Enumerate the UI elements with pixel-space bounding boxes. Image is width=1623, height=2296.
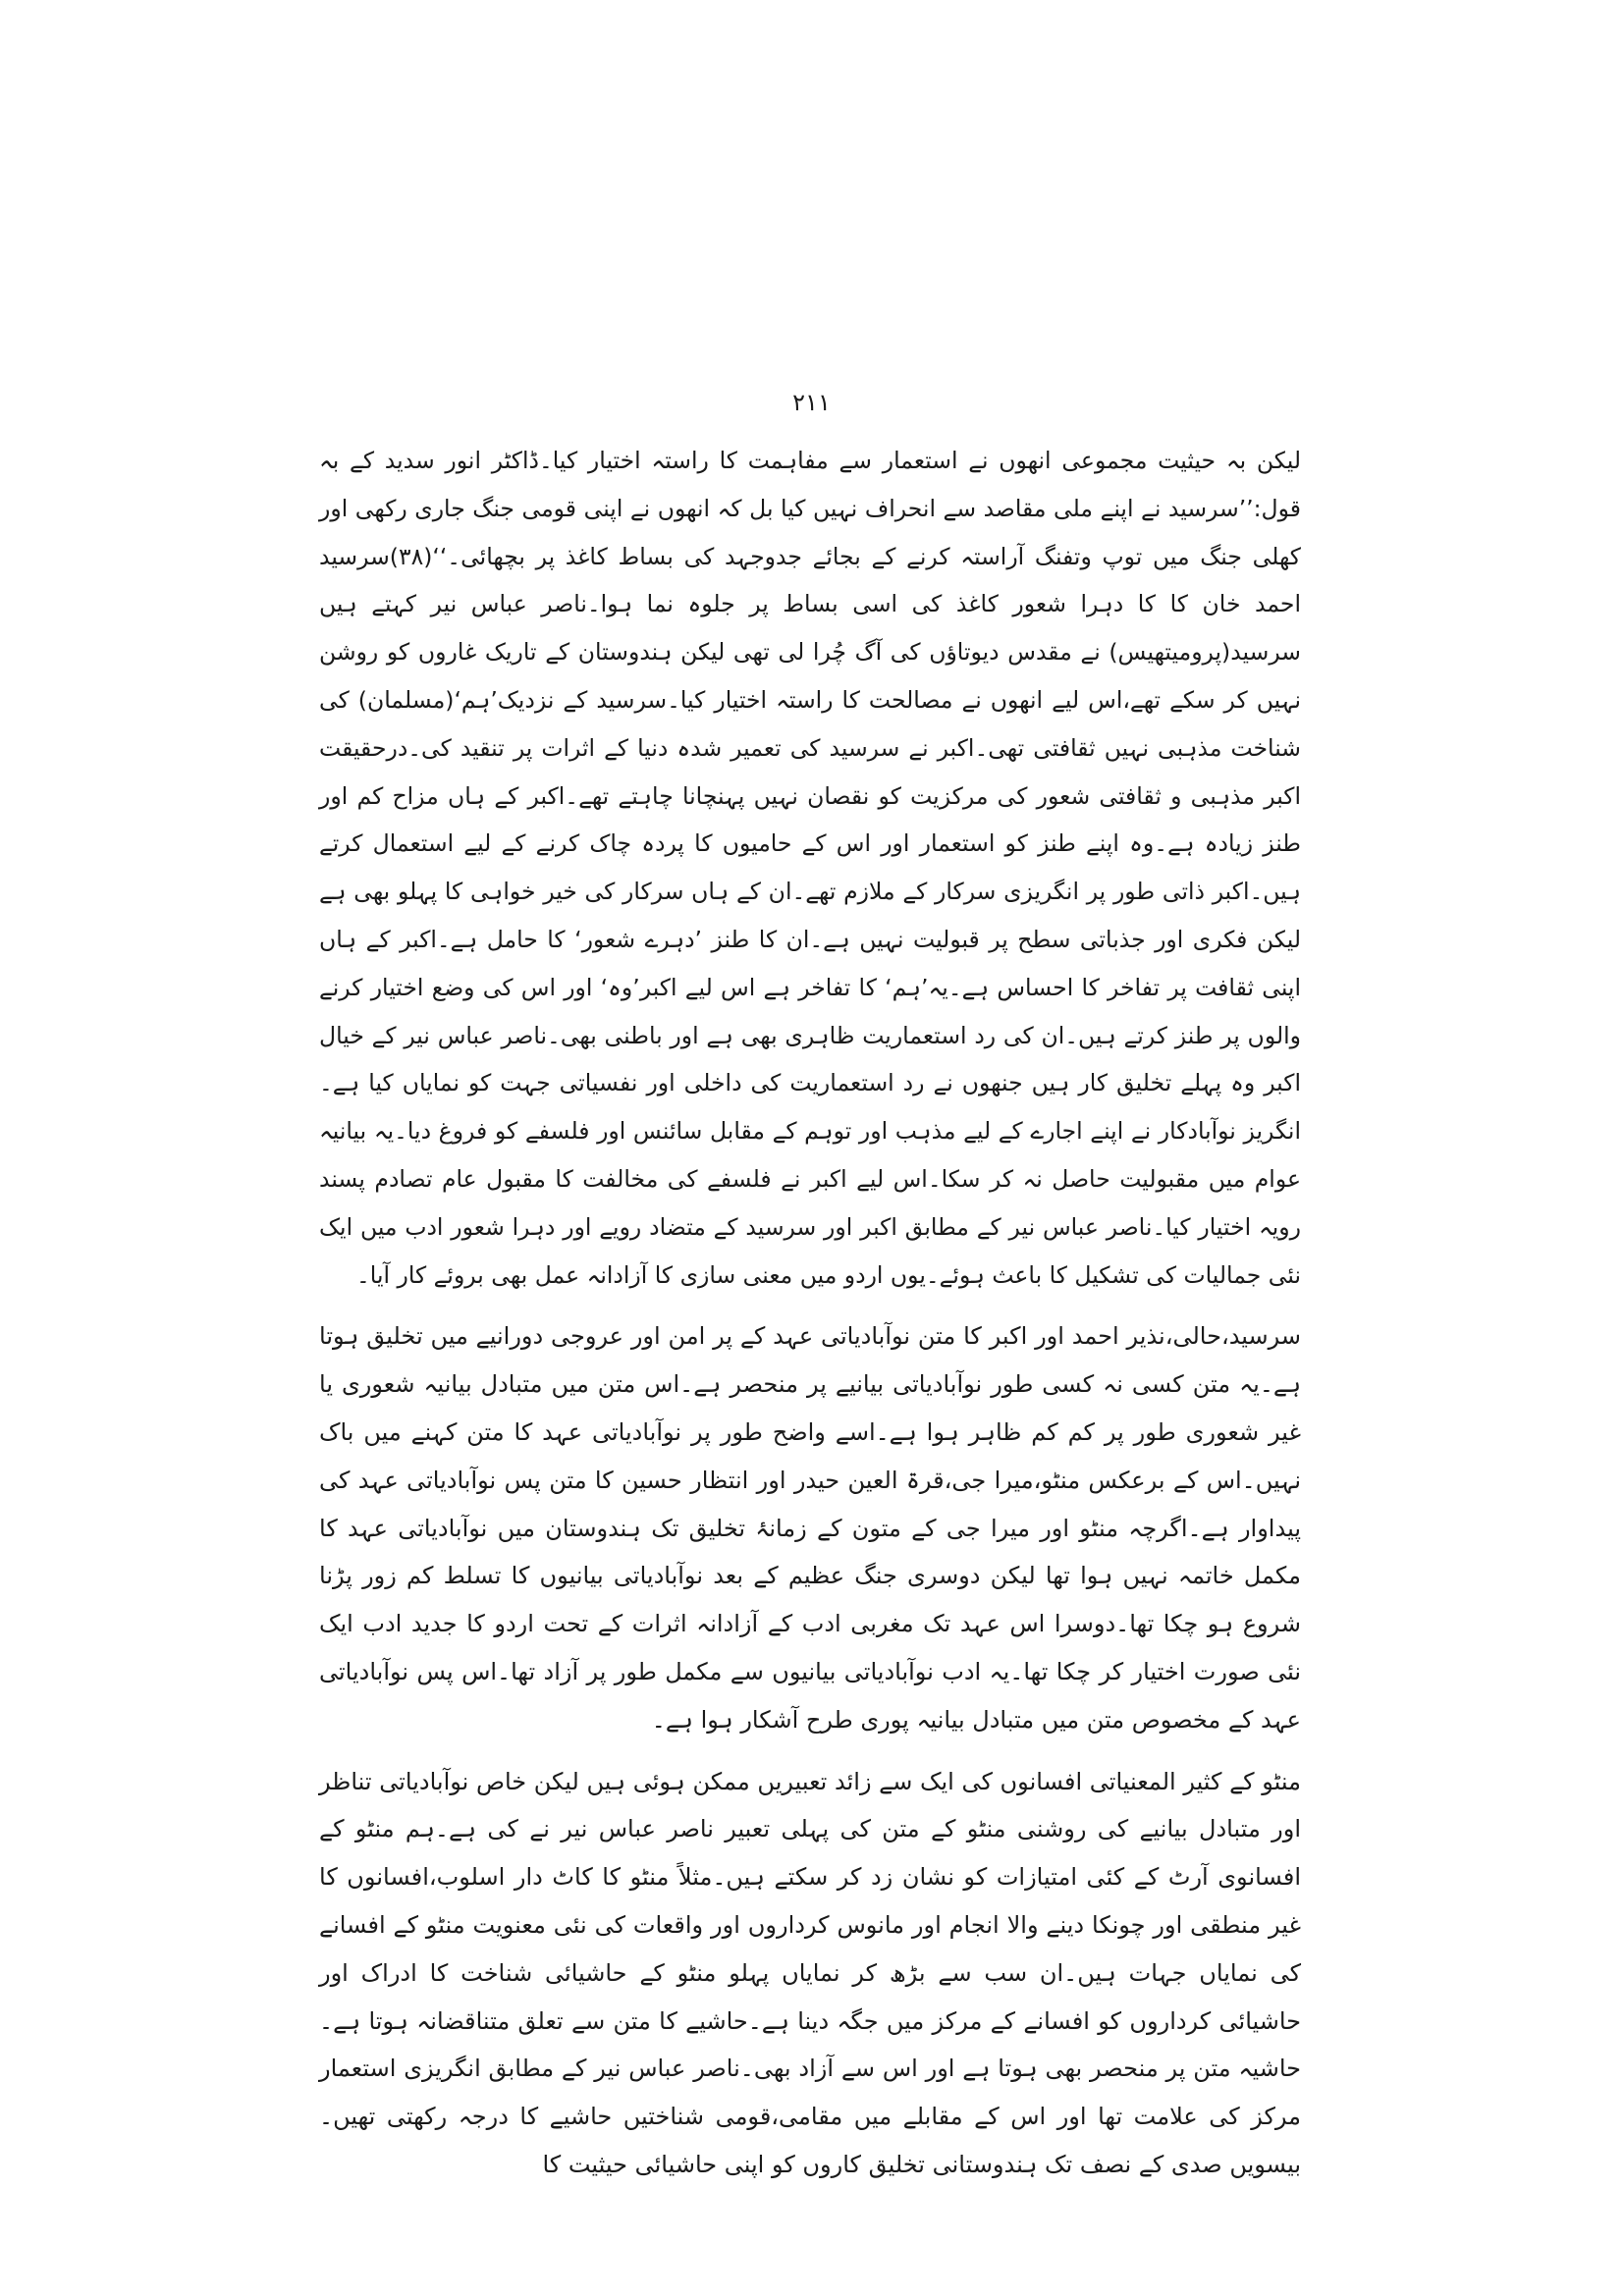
- paragraph: منٹو کے کثیر المعنیاتی افسانوں کی ایک سے زائد تعبیریں ممکن ہوئی ہیں لیکن خاص نوآبادیاتی تناظر اور متبادل بیانیے کی روشنی منٹو کے متن کی پہلی تعبیر ناصر عباس نیر نے کی ہے۔ہم منٹو کے افسانوی آرٹ کے کئی امتیازات کو نشان زد کر سکتے ہیں۔مثلاً منٹو کا کاٹ دار اسلوب،افسانوں کا غیر منطقی اور چونکا دینے والا انجام اور مانوس کرداروں اور واقعات کی نئی معنویت منٹو کے افسانے کی نمایاں جہات ہیں۔ان سب سے بڑھ کر نمایاں پہلو منٹو کے حاشیائی شناخت کا ادراک اور حاشیائی کرداروں کو افسانے کے مرکز میں جگہ دینا ہے۔حاشیے کا متن سے تعلق متناقضانہ ہوتا ہے۔حاشیہ متن پر منحصر بھی ہوتا ہے اور اس سے آزاد بھی۔ناصر عباس نیر کے مطابق انگریزی استعمار مرکز کی علامت تھا اور اس کے مقابلے میں مقامی،قومی شناختیں حاشیے کا درجہ رکھتی تھیں۔بیسویں صدی کے نصف تک ہندوستانی تخلیق کاروں کو اپنی حاشیائی حیثیت کا: [319, 1767, 1301, 2178]
- paragraph: لیکن بہ حیثیت مجموعی انھوں نے استعمار سے مفاہمت کا راستہ اختیار کیا۔ڈاکٹر انور سدید کے بہ قول:’’سرسید نے اپنے ملی مقاصد سے انحراف نہیں کیا بل کہ انھوں نے اپنی قومی جنگ جاری رکھی اور کھلی جنگ میں توپ وتفنگ آراستہ کرنے کے بجائے جدوجہد کی بساط کاغذ پر بچھائی۔‘‘(۳۸)سرسید احمد خان کا کا دہرا شعور کاغذ کی اسی بساط پر جلوہ نما ہوا۔ناصر عباس نیر کہتے ہیں سرسید(پرومیتھیس) نے مقدس دیوتاؤں کی آگ چُرا لی تھی لیکن ہندوستان کے تاریک غاروں کو روشن نہیں کر سکے تھے،اس لیے انھوں نے مصالحت کا راستہ اختیار کیا۔سرسید کے نزدیک’ہم‘(مسلمان) کی شناخت مذہبی نہیں ثقافتی تھی۔اکبر نے سرسید کی تعمیر شدہ دنیا کے اثرات پر تنقید کی۔درحقیقت اکبر مذہبی و ثقافتی شعور کی مرکزیت کو نقصان نہیں پہنچانا چاہتے تھے۔اکبر کے ہاں مزاح کم اور طنز زیادہ ہے۔وہ اپنے طنز کو استعمار اور اس کے حامیوں کا پردہ چاک کرنے کے لیے استعمال کرتے ہیں۔اکبر ذاتی طور پر انگریزی سرکار کے ملازم تھے۔ان کے ہاں سرکار کی خیر خواہی کا پہلو بھی ہے لیکن فکری اور جذباتی سطح پر قبولیت نہیں ہے۔ان کا طنز ’دہرے شعور‘ کا حامل ہے۔اکبر کے ہاں اپنی ثقافت پر تفاخر کا احساس ہے۔یہ’ہم‘ کا تفاخر ہے اس لیے اکبر’وہ‘ اور اس کی وضع اختیار کرنے والوں پر طنز کرتے ہیں۔ان کی رد استعماریت ظاہری بھی ہے اور باطنی بھی۔ناصر عباس نیر کے خیال اکبر وہ پہلے تخلیق کار ہیں جنھوں نے رد استعماریت کی داخلی اور نفسیاتی جہت کو نمایاں کیا ہے۔انگریز نوآبادکار نے اپنے اجارے کے لیے مذہب اور توہم کے مقابل سائنس اور فلسفے کو فروغ دیا۔یہ بیانیہ عوام میں مقبولیت حاصل نہ کر سکا۔اس لیے اکبر نے فلسفے کی مخالفت کا مقبول عام تصادم پسند رویہ اختیار کیا۔ناصر عباس نیر کے مطابق اکبر اور سرسید کے متضاد رویے اور دہرا شعور ادب میں ایک نئی جمالیات کی تشکیل کا باعث ہوئے۔یوں اردو میں معنی سازی کا آزادانہ عمل بھی بروئے کار آیا۔: [319, 447, 1301, 1289]
- paragraph: سرسید،حالی،نذیر احمد اور اکبر کا متن نوآبادیاتی عہد کے پر امن اور عروجی دورانیے میں تخلیق ہوتا ہے۔یہ متن کسی نہ کسی طور نوآبادیاتی بیانیے پر منحصر ہے۔اس متن میں متبادل بیانیہ شعوری یا غیر شعوری طور پر کم کم ظاہر ہوا ہے۔اسے واضح طور پر نوآبادیاتی عہد کا متن کہنے میں باک نہیں۔اس کے برعکس منٹو،میرا جی،قرۃ العین حیدر اور انتظار حسین کا متن پس نوآبادیاتی عہد کی پیداوار ہے۔اگرچہ منٹو اور میرا جی کے متون کے زمانۂ تخلیق تک ہندوستان میں نوآبادیاتی عہد کا مکمل خاتمہ نہیں ہوا تھا لیکن دوسری جنگ عظیم کے بعد نوآبادیاتی بیانیوں کا تسلط کم زور پڑنا شروع ہو چکا تھا۔دوسرا اس عہد تک مغربی ادب کے آزادانہ اثرات کے تحت اردو کا جدید ادب ایک نئی صورت اختیار کر چکا تھا۔یہ ادب نوآبادیاتی بیانیوں سے مکمل طور پر آزاد تھا۔اس پس نوآبادیاتی عہد کے مخصوص متن میں متبادل بیانیہ پوری طرح آشکار ہوا ہے۔: [319, 1322, 1302, 1734]
- page-number: ۲۱۱: [792, 389, 831, 416]
- body-text: [319, 437, 1301, 2189]
